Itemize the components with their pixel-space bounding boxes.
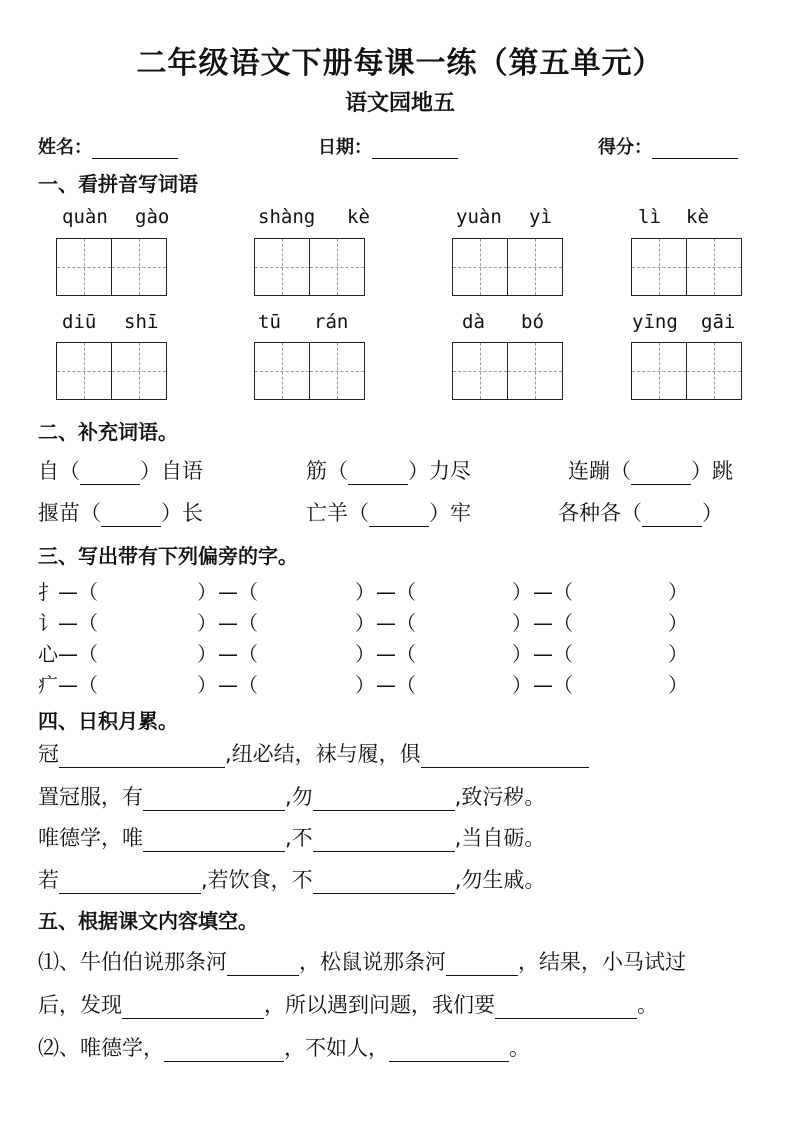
answer-blank[interactable] (122, 995, 264, 1019)
writing-box[interactable] (309, 238, 365, 296)
pinyin: kè (686, 206, 709, 228)
pinyin: tū (258, 311, 281, 333)
radical-blank-sep: —（ (376, 673, 416, 697)
radical-blank-sep: ） (512, 642, 532, 666)
radical-blank-sep: ） (668, 642, 688, 666)
date-blank[interactable] (372, 138, 458, 159)
radical-blank-sep: ） (668, 580, 688, 604)
writing-box[interactable] (686, 342, 742, 400)
pinyin: bó (521, 311, 544, 333)
recite-blank[interactable] (59, 744, 225, 768)
writing-box[interactable] (507, 238, 563, 296)
radical-blank-sep: —（ (376, 642, 416, 666)
radical-blank-sep: ） (197, 611, 217, 635)
pinyin: yuàn (456, 206, 502, 228)
recite-line: 冠 ,纽必结，袜与履，俱 (38, 738, 589, 768)
writing-box[interactable] (631, 238, 687, 296)
radical-row: 心—（ (38, 642, 98, 666)
section2-heading: 二、补充词语。 (38, 420, 178, 444)
radical-blank-sep: ） (355, 673, 375, 697)
idiom-blank[interactable] (631, 461, 691, 485)
radical-blank-sep: ） (512, 611, 532, 635)
radical: 扌 (38, 580, 58, 604)
recite-blank[interactable] (421, 744, 589, 768)
radical-blank-sep: —（ (218, 642, 258, 666)
recite-blank[interactable] (313, 828, 455, 852)
page-subtitle: 语文园地五 (344, 91, 455, 116)
answer-blank[interactable] (389, 1038, 509, 1062)
writing-box[interactable] (507, 342, 563, 400)
answer-blank[interactable] (164, 1038, 284, 1062)
pinyin: lì (638, 206, 661, 228)
section4-heading: 四、日积月累。 (38, 709, 178, 733)
writing-box[interactable] (452, 342, 508, 400)
radical-row: 讠—（ (38, 611, 98, 635)
radical-blank-sep: ） (197, 673, 217, 697)
idiom-blank[interactable] (642, 503, 702, 527)
radical-blank-sep: —（ (218, 580, 258, 604)
writing-box[interactable] (111, 238, 167, 296)
name-blank[interactable] (92, 138, 178, 159)
recite-line: 唯德学，唯 ,不 ,当自砺。 (38, 826, 546, 850)
writing-box[interactable] (631, 342, 687, 400)
radical-blank-sep: —（ (533, 642, 573, 666)
page-title: 二年级语文下册每课一练（第五单元） (136, 46, 664, 81)
answer-blank[interactable] (495, 995, 637, 1019)
idiom-item: 各种各（ ） (558, 501, 723, 525)
question-2: ⑵、唯德学， ，不如人， 。 (38, 1036, 530, 1060)
idiom-blank[interactable] (80, 461, 140, 485)
pinyin: shī (124, 311, 159, 333)
pinyin: gào (135, 206, 170, 228)
recite-line: 若 ,若饮食，不 ,勿生戚。 (38, 868, 546, 892)
radical-blank-sep: —（ (376, 611, 416, 635)
name-field[interactable] (38, 133, 178, 159)
radical-blank-sep: ） (197, 642, 217, 666)
writing-box[interactable] (111, 342, 167, 400)
idiom-blank[interactable] (101, 503, 161, 527)
writing-box[interactable] (254, 342, 310, 400)
radical-blank-sep: ） (197, 580, 217, 604)
question-1: ⑴、牛伯伯说那条河 ，松鼠说那条河 ，结果，小马试过 (38, 950, 686, 974)
radical-blank-sep: —（ (533, 611, 573, 635)
section5-heading: 五、根据课文内容填空。 (38, 909, 258, 933)
pinyin: yì (529, 206, 552, 228)
radical: 讠 (38, 611, 58, 635)
idiom-item: 自（ ）自语 (38, 459, 203, 483)
radical-blank-sep: ） (512, 673, 532, 697)
writing-box[interactable] (686, 238, 742, 296)
answer-blank[interactable] (227, 952, 299, 976)
pinyin: yīng (632, 311, 678, 333)
recite-blank[interactable] (313, 787, 455, 811)
radical-blank-sep: —（ (533, 580, 573, 604)
idiom-blank[interactable] (348, 461, 408, 485)
answer-blank[interactable] (446, 952, 518, 976)
pinyin: gāi (701, 311, 736, 333)
idiom-blank[interactable] (369, 503, 429, 527)
date-field[interactable] (318, 133, 458, 159)
pinyin: kè (347, 206, 370, 228)
idiom-item: 揠苗（ ）长 (38, 501, 203, 525)
radical: 心 (38, 642, 58, 666)
section3-heading: 三、写出带有下列偏旁的字。 (38, 544, 298, 568)
recite-blank[interactable] (59, 870, 201, 894)
idiom-item: 筋（ ）力尽 (306, 459, 471, 483)
idiom-item: 亡羊（ ）牢 (306, 501, 471, 525)
score-blank[interactable] (652, 138, 738, 159)
name-label: 姓名： (38, 137, 92, 158)
radical-blank-sep: ） (512, 580, 532, 604)
radical-blank-sep: —（ (376, 580, 416, 604)
writing-box[interactable] (56, 342, 112, 400)
section1-heading: 一、看拼音写词语 (38, 172, 198, 196)
radical-blank-sep: ） (668, 611, 688, 635)
radical-blank-sep: —（ (533, 673, 573, 697)
writing-box[interactable] (254, 238, 310, 296)
radical-row: 扌—（ (38, 580, 98, 604)
radical-blank-sep: ） (355, 611, 375, 635)
recite-blank[interactable] (143, 828, 285, 852)
date-label: 日期： (318, 137, 372, 158)
pinyin: dà (462, 311, 485, 333)
recite-line: 置冠服，有 ,勿 ,致污秽。 (38, 785, 546, 809)
idiom-item: 连蹦（ ）跳 (568, 459, 733, 483)
radical-blank-sep: ） (355, 642, 375, 666)
writing-box[interactable] (309, 342, 365, 400)
radical: 疒 (38, 673, 58, 697)
radical-row: 疒—（ (38, 673, 98, 697)
pinyin: rán (314, 311, 349, 333)
question-1-cont: 后，发现 ，所以遇到问题，我们要 。 (38, 993, 658, 1017)
recite-blank[interactable] (313, 870, 455, 894)
pinyin: diū (62, 311, 97, 333)
pinyin: quàn (62, 206, 108, 228)
score-label: 得分： (598, 137, 652, 158)
radical-blank-sep: ） (355, 580, 375, 604)
radical-blank-sep: —（ (218, 673, 258, 697)
recite-blank[interactable] (143, 787, 285, 811)
writing-box[interactable] (56, 238, 112, 296)
writing-box[interactable] (452, 238, 508, 296)
pinyin: shàng (258, 206, 316, 228)
radical-blank-sep: ） (668, 673, 688, 697)
radical-blank-sep: —（ (218, 611, 258, 635)
score-field[interactable] (598, 133, 738, 159)
